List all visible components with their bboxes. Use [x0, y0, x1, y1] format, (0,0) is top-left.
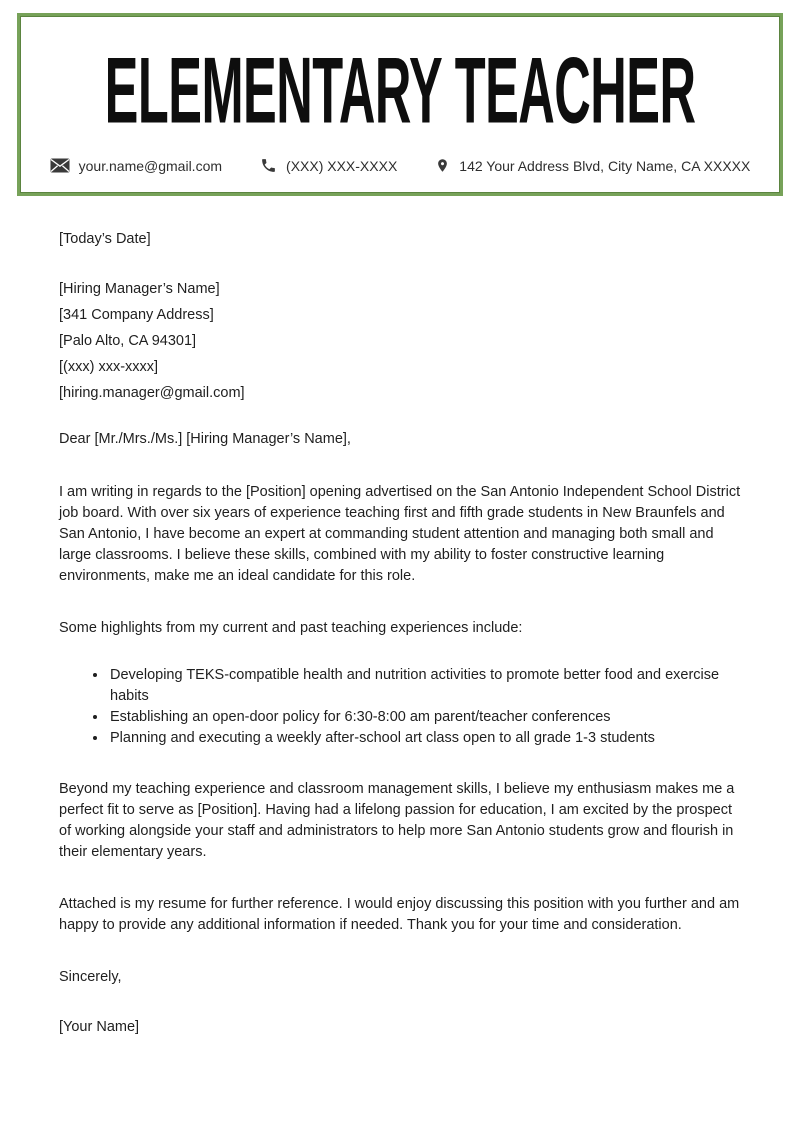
location-icon: [435, 156, 450, 175]
highlight-item: • Planning and executing a weekly after-school art class open to all grade 1-3 students: [108, 728, 741, 749]
contact-phone: [260, 157, 397, 174]
paragraph-closing: Attached is my resume for further reference. I would enjoy discussing this position with you further and am happy to provide any additional information if needed. Thank you for your time and consideration.: [59, 896, 740, 933]
page-title: ELEMENTARY TEACHER: [104, 38, 696, 144]
email-icon: [50, 158, 70, 173]
contact-address: [435, 156, 750, 175]
phone-icon: [260, 157, 277, 174]
recipient-street: [341 Company Address]: [59, 307, 214, 323]
highlights-intro-line: Some highlights from my current and past teaching experiences include:: [59, 620, 523, 636]
contact-email-text: your.name@gmail.com: [78, 157, 223, 174]
highlight-item: • Developing TEKS-compatible health and nutrition activities to promote better food and exercise habits: [108, 665, 741, 707]
paragraph-introduction: I am writing in regards to the [Position] opening advertised on the San Antonio Independent School District job board. With over six years of experience teaching first and fifth grade students in New Braunfels and San Antonio, I have become an expert at commanding student attention and managing both small and large classrooms. I believe these skills, combined with my ability to foster constructive learning environments, make me an ideal candidate for this role.: [59, 484, 741, 584]
highlight-item: • Establishing an open-door policy for 6:30-8:00 am parent/teacher conferences: [108, 707, 741, 728]
highlights-list: [59, 665, 741, 749]
title-wrap: [20, 16, 780, 156]
recipient-email: [hiring.manager@gmail.com]: [59, 385, 245, 401]
date-placeholder: [Today’s Date]: [59, 231, 151, 247]
contact-address-text: 142 Your Address Blvd, City Name, CA XXXXX: [459, 157, 751, 174]
contact-phone-text: (XXX) XXX-XXXX: [286, 157, 398, 174]
recipient-name: [Hiring Manager’s Name]: [59, 281, 220, 297]
recipient-block: [59, 276, 741, 406]
recipient-phone: [(xxx) xxx-xxxx]: [59, 359, 159, 375]
paragraph-fit: Beyond my teaching experience and classroom management skills, I believe my enthusiasm makes me a perfect fit to serve as [Position]. Having had a lifelong passion for education, I am excited by the prospect of working alongside your staff and administrators to help more San Antonio students grow and flourish in their elementary years.: [59, 781, 735, 860]
recipient-city: [Palo Alto, CA 94301]: [59, 333, 197, 349]
closing-line: Sincerely,: [59, 969, 122, 985]
greeting-line: Dear [Mr./Mrs./Ms.] [Hiring Manager’s Name],: [59, 431, 351, 447]
contact-email: [50, 158, 222, 174]
signature-placeholder: [Your Name]: [59, 1019, 140, 1035]
contact-row: [20, 156, 780, 193]
letter-header: [17, 13, 783, 196]
letter-body: [0, 196, 800, 1038]
